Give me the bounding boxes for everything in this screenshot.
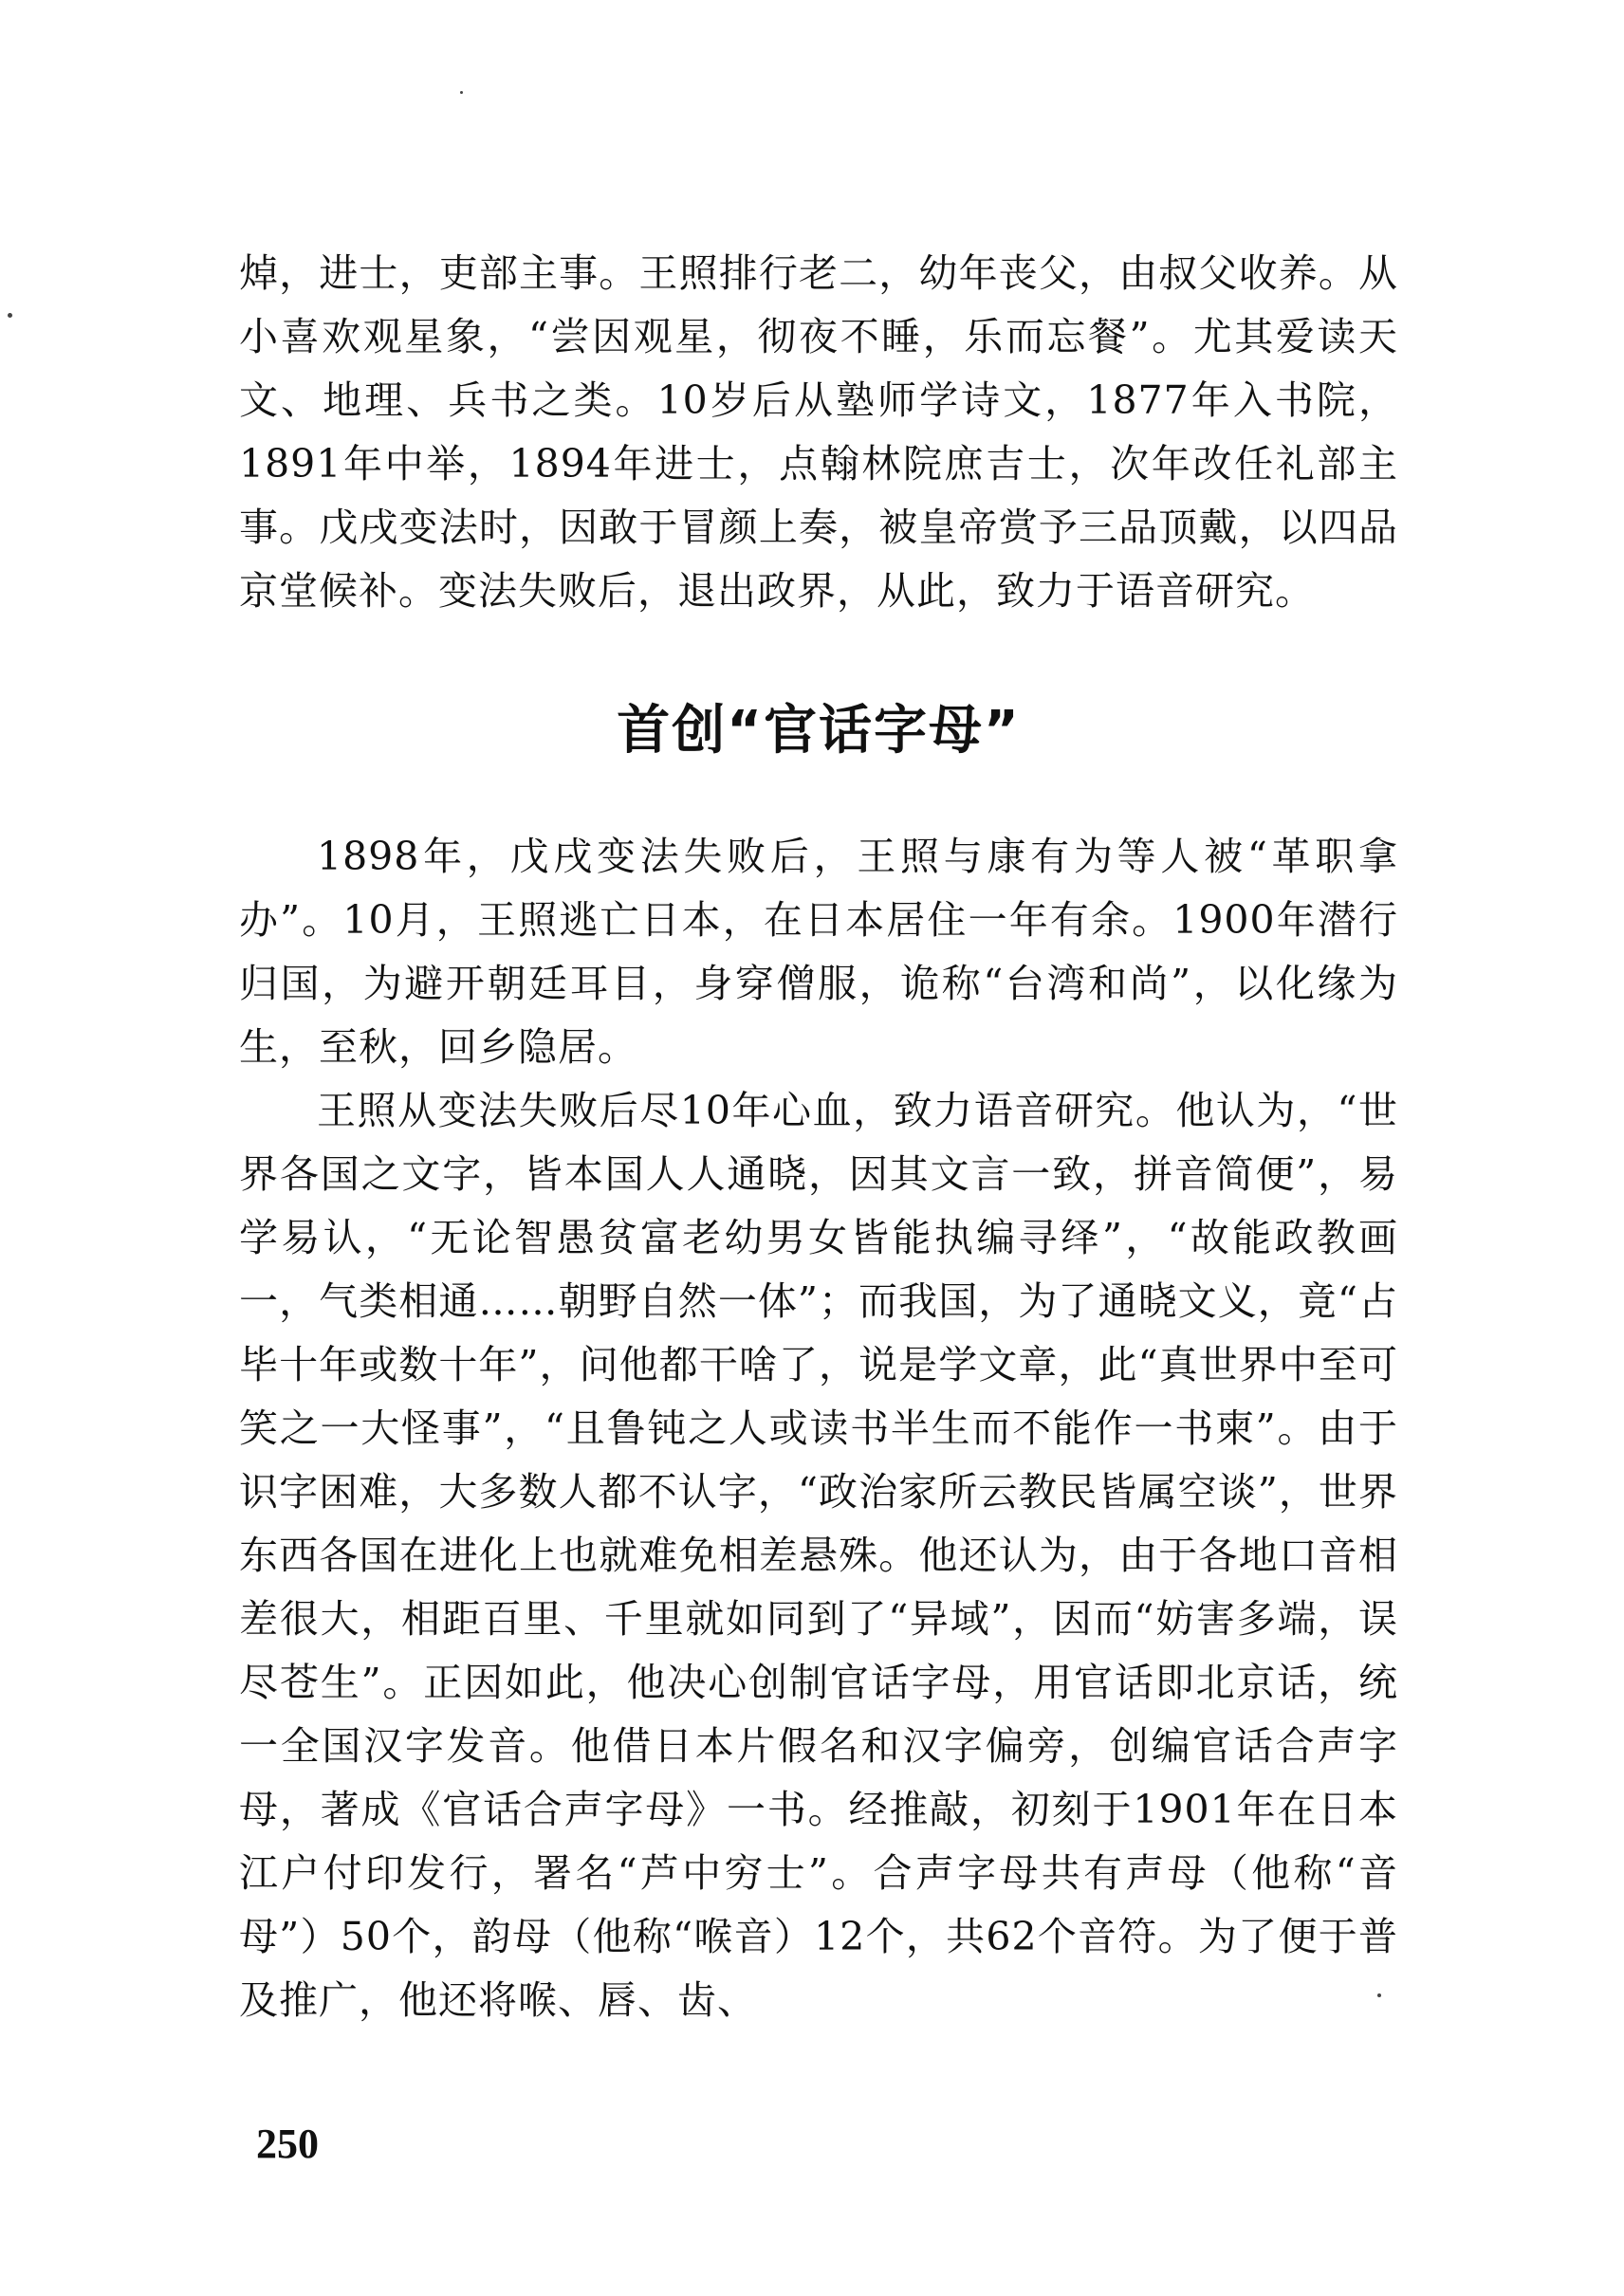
scan-speck	[8, 313, 12, 318]
section-title: 首创“官话字母”	[617, 700, 1021, 762]
scan-speck	[460, 91, 463, 94]
body-paragraph-2: 王照从变法失败后尽10年心血，致力语音研究。他认为，“世界各国之文字，皆本国人人通晓，因其文言一致，拼音简便”，易学易认，“无论智愚贫富老幼男女皆能执编寻绎”，“故能政教画一，气类相通……朝野自然一体”；而我国，为了通晓文义，竟“占毕十年或数十年”，问他都干啥了，说是学文章，此“真世界中至可笑之一大怪事”，“且鲁钝之人或读书半生而不能作一书柬”。由于识字困难，大多数人都不认字，“政治家所云教民皆属空谈”，世界东西各国在进化上也就难免相差悬殊。他还认为，由于各地口音相差很大，相距百里、千里就如同到了“异域”，因而“妨害多端，误尽苍生”。正因如此，他决心创制官话字母，用官话即北京话，统一全国汉字发音。他借日本片假名和汉字偏旁，创编官话合声字母，著成《官话合声字母》一书。经推敲，初刻于1901年在日本江户付印发行，署名“芦中穷士”。合声字母共有声母（他称“音母”）50个，韵母（他称“喉音）12个，共62个音符。为了便于普及推广，他还将喉、唇、齿、	[239, 1088, 1398, 2023]
scan-speck	[1377, 1993, 1381, 1997]
body-paragraph-1: 1898年，戊戌变法失败后，王照与康有为等人被“革职拿办”。10月，王照逃亡日本，在日本居住一年有余。1900年潜行归国，为避开朝廷耳目，身穿僧服，诡称“台湾和尚”，以化缘为生，至秋，回乡隐居。	[239, 834, 1398, 1070]
continued-paragraph-block	[239, 242, 1398, 623]
page-number: 250	[256, 2121, 319, 2167]
body-text-block	[239, 825, 1398, 2032]
continued-paragraph: 焯，进士，吏部主事。王照排行老二，幼年丧父，由叔父收养。从小喜欢观星象，“尝因观星，彻夜不睡，乐而忘餐”。尤其爱读天文、地理、兵书之类。10岁后从塾师学诗文，1877年入书院，1891年中举，1894年进士，点翰林院庶吉士，次年改任礼部主事。戊戌变法时，因敢于冒颜上奏，被皇帝赏予三品顶戴，以四品京堂候补。变法失败后，退出政界，从此，致力于语音研究。	[239, 250, 1398, 614]
